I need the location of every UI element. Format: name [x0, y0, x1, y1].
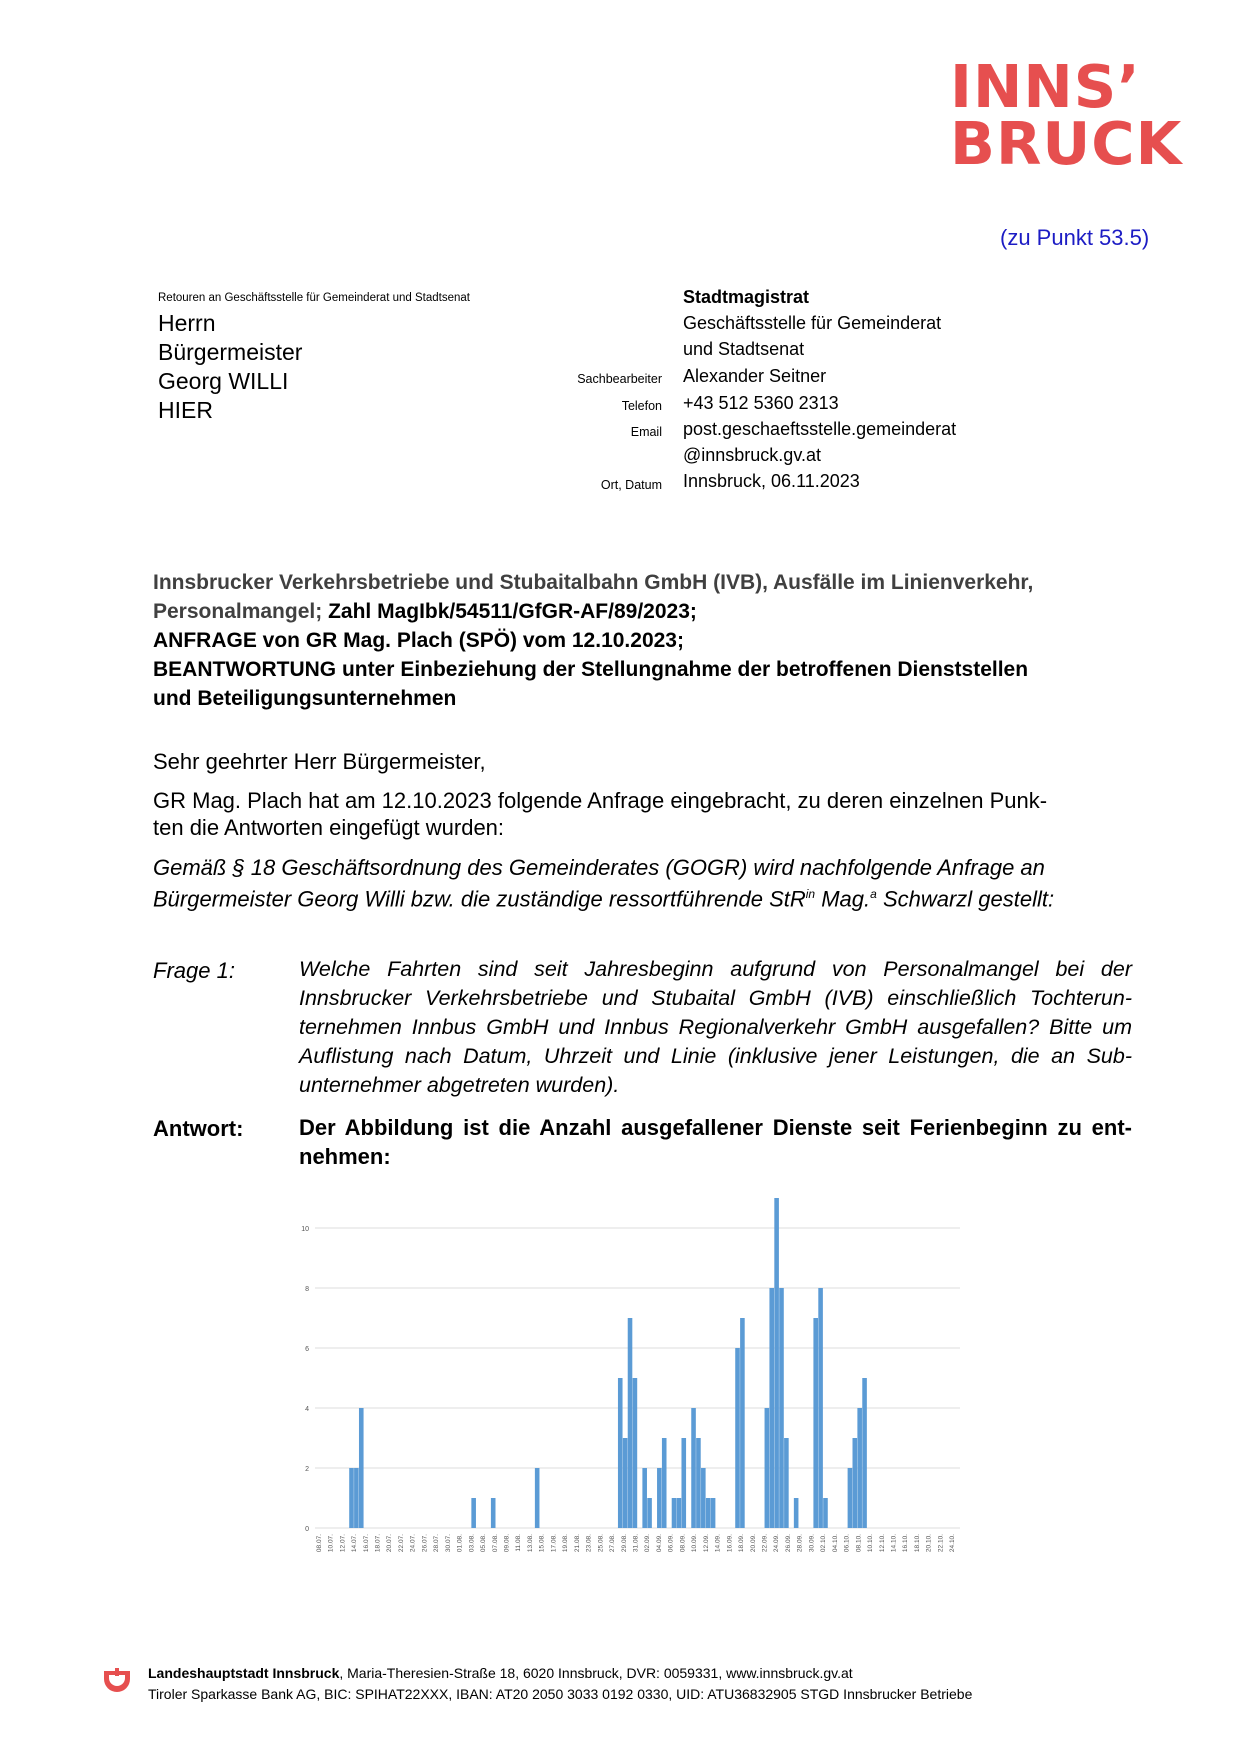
- office-name: Stadtmagistrat: [683, 287, 810, 307]
- answer-text: Der Abbildung ist die Anzahl ausgefallener Dienste seit Ferienbeginn zu ent-nehmen:: [299, 1115, 1132, 1169]
- x-tick-label: 13.08.: [526, 1534, 534, 1553]
- x-tick-label: 18.10.: [913, 1534, 921, 1553]
- x-tick-label: 02.09.: [644, 1534, 652, 1553]
- return-note: Retouren an Geschäftsstelle für Gemeinderat und Stadtsenat: [158, 292, 470, 304]
- x-tick-label: 12.07.: [339, 1534, 347, 1553]
- x-tick-label: 17.08.: [550, 1534, 558, 1553]
- x-tick-label: 27.08.: [609, 1534, 617, 1553]
- city-crest-icon: [102, 1665, 132, 1695]
- bar: [813, 1318, 818, 1528]
- x-tick-label: 14.10.: [890, 1534, 898, 1553]
- bar: [662, 1438, 667, 1528]
- bar: [735, 1348, 740, 1528]
- bar: [706, 1498, 711, 1528]
- subject-block: [153, 568, 1113, 713]
- office-dept-1: Geschäftsstelle für Gemeinderat: [683, 313, 942, 333]
- y-tick-label: 0: [305, 1526, 309, 1533]
- logo-line-1: INNS’: [950, 52, 1141, 121]
- x-tick-label: 06.09.: [667, 1534, 675, 1553]
- x-tick-label: 09.08.: [503, 1534, 511, 1553]
- x-tick-label: 04.09.: [655, 1534, 663, 1553]
- x-tick-label: 08.07.: [315, 1534, 323, 1553]
- x-tick-label: 25.08.: [597, 1534, 605, 1553]
- x-tick-label: 14.09.: [714, 1534, 722, 1553]
- bar: [471, 1498, 476, 1528]
- x-tick-label: 12.09.: [702, 1534, 710, 1553]
- logo-line-2: BRUCK: [950, 109, 1183, 178]
- x-tick-label: 15.08.: [538, 1534, 546, 1553]
- bar: [823, 1498, 828, 1528]
- x-tick-label: 19.08.: [562, 1534, 570, 1553]
- bar: [769, 1288, 774, 1528]
- clerk-label: Sachbearbeiter: [577, 372, 662, 386]
- x-tick-label: 08.09.: [679, 1534, 687, 1553]
- x-tick-label: 23.08.: [585, 1534, 593, 1553]
- recipient-line: Bürgermeister: [158, 339, 303, 365]
- date-label: Ort, Datum: [600, 478, 662, 492]
- bar: [628, 1318, 633, 1528]
- question-label: Frage 1:: [153, 958, 235, 983]
- x-tick-label: 05.08.: [480, 1534, 488, 1553]
- x-tick-label: 24.09.: [773, 1534, 781, 1553]
- x-tick-label: 21.08.: [573, 1534, 581, 1553]
- x-tick-label: 20.07.: [386, 1534, 394, 1553]
- question-text: Welche Fahrten sind seit Jahresbeginn aufgrund von Personalmangel bei der Innsbrucker Verkehrsbetriebe und Stubaital GmbH (IVB) einschließlich Tochterun-ternehmen Innbus GmbH und Innbus Regionalverkehr GmbH ausgefallen? Bitte um Auflistung nach Datum, Uhrzeit und Linie (inklusive jener Leistungen, die an Sub-unternehmer abgetreten wurden).: [299, 957, 1132, 1097]
- bar: [681, 1438, 686, 1528]
- bar: [354, 1468, 359, 1528]
- x-tick-label: 24.10.: [949, 1534, 957, 1553]
- bar: [701, 1468, 706, 1528]
- x-tick-label: 26.09.: [784, 1534, 792, 1553]
- x-tick-label: 31.08.: [632, 1534, 640, 1553]
- subject-fragment: Personalmangel;: [153, 600, 323, 623]
- x-tick-label: 22.10.: [937, 1534, 945, 1553]
- answer-label: Antwort:: [153, 1116, 244, 1141]
- bar: [657, 1468, 662, 1528]
- intro-line: GR Mag. Plach hat am 12.10.2023 folgende Anfrage eingebracht, zu deren einzelnen Punk-: [153, 788, 1048, 813]
- bar: [491, 1498, 496, 1528]
- subject-line: Innsbrucker Verkehrsbetriebe und Stubaitalbahn GmbH (IVB), Ausfälle im Linienverkehr,: [153, 571, 1034, 594]
- x-tick-label: 12.10.: [878, 1534, 886, 1553]
- intro-paragraph: [153, 787, 1133, 841]
- x-tick-label: 18.07.: [374, 1534, 382, 1553]
- bar: [862, 1378, 867, 1528]
- gogr-fragment: Mag.: [815, 886, 871, 912]
- x-tick-label: 11.08.: [515, 1534, 523, 1552]
- subject-line: und Beteiligungsunternehmen: [153, 687, 457, 710]
- x-tick-label: 24.07.: [409, 1534, 417, 1553]
- y-tick-label: 2: [305, 1466, 309, 1473]
- x-tick-label: 20.09.: [749, 1534, 757, 1553]
- clerk-name: Alexander Seitner: [683, 366, 827, 386]
- footer-line-1: [148, 1665, 853, 1681]
- bar: [623, 1438, 628, 1528]
- subject-line: BEANTWORTUNG unter Einbeziehung der Stellungnahme der betroffenen Dienststellen: [153, 658, 1029, 681]
- gogr-paragraph: [153, 854, 1133, 912]
- x-tick-label: 16.10.: [902, 1534, 910, 1553]
- email-value-1: post.geschaeftsstelle.gemeinderat: [683, 419, 957, 439]
- bar: [794, 1498, 799, 1528]
- bar: [711, 1498, 716, 1528]
- x-tick-label: 07.08.: [491, 1534, 499, 1553]
- intro-line: ten die Antworten eingefügt wurden:: [153, 815, 505, 840]
- bar: [848, 1468, 853, 1528]
- office-dept-2: und Stadtsenat: [683, 339, 805, 359]
- date-value: Innsbruck, 06.11.2023: [683, 471, 860, 491]
- gogr-fragment: Schwarzl gestellt:: [876, 886, 1055, 912]
- gogr-superscript: a: [870, 887, 877, 901]
- x-tick-label: 02.10.: [820, 1534, 828, 1553]
- bar: [677, 1498, 682, 1528]
- email-label: Email: [630, 425, 662, 439]
- x-tick-label: 08.10.: [855, 1534, 863, 1553]
- bar: [647, 1498, 652, 1528]
- bar: [642, 1468, 647, 1528]
- bar: [774, 1198, 779, 1528]
- x-tick-label: 26.07.: [421, 1534, 429, 1553]
- email-value-2: @innsbruck.gv.at: [683, 445, 821, 465]
- phone-value: +43 512 5360 2313: [683, 393, 839, 413]
- x-tick-label: 06.10.: [843, 1534, 851, 1553]
- x-tick-label: 16.07.: [362, 1534, 370, 1553]
- subject-line: ANFRAGE von GR Mag. Plach (SPÖ) vom 12.10.2023;: [153, 629, 684, 652]
- gogr-fragment: Bürgermeister Georg Willi bzw. die zuständige ressortführende StR: [153, 886, 806, 912]
- x-tick-label: 16.09.: [726, 1534, 734, 1553]
- x-tick-label: 28.07.: [433, 1534, 441, 1553]
- x-tick-label: 10.10.: [867, 1534, 875, 1553]
- bar: [818, 1288, 823, 1528]
- recipient-line: HIER: [158, 397, 213, 423]
- gogr-superscript: in: [805, 887, 816, 901]
- recipient-line: Herrn: [158, 310, 216, 336]
- footer-org: Landeshauptstadt Innsbruck: [148, 1665, 340, 1681]
- x-tick-label: 22.07.: [397, 1534, 405, 1553]
- x-tick-label: 20.10.: [925, 1534, 933, 1553]
- bar: [857, 1408, 862, 1528]
- phone-label: Telefon: [621, 399, 662, 413]
- bar: [672, 1498, 677, 1528]
- bar: [765, 1408, 770, 1528]
- bar: [691, 1408, 696, 1528]
- x-tick-label: 14.07.: [351, 1534, 359, 1553]
- footer-line-2: Tiroler Sparkasse Bank AG, BIC: SPIHAT22XXX, IBAN: AT20 2050 3033 0192 0330, UID: ATU36832905 STGD Innsbrucker Betriebe: [148, 1686, 973, 1702]
- subject-line-2: [153, 597, 1113, 626]
- bar: [784, 1438, 789, 1528]
- x-tick-label: 10.07.: [327, 1534, 335, 1553]
- y-tick-label: 10: [301, 1226, 309, 1233]
- agenda-reference: (zu Punkt 53.5): [1000, 225, 1150, 250]
- cancelled-services-chart: [290, 1180, 970, 1570]
- y-tick-label: 8: [305, 1286, 309, 1293]
- bar: [349, 1468, 354, 1528]
- bar: [633, 1378, 638, 1528]
- bar: [779, 1288, 784, 1528]
- subject-fragment: Zahl MagIbk/54511/GfGR-AF/89/2023;: [322, 600, 697, 623]
- x-tick-label: 22.09.: [761, 1534, 769, 1553]
- y-tick-label: 4: [305, 1406, 309, 1413]
- x-tick-label: 01.08.: [456, 1534, 464, 1553]
- x-tick-label: 28.09.: [796, 1534, 804, 1553]
- x-tick-label: 29.08.: [620, 1534, 628, 1553]
- x-tick-label: 03.08.: [468, 1534, 476, 1553]
- recipient-line: Georg WILLI: [158, 368, 289, 394]
- bar: [740, 1318, 745, 1528]
- footer-address: , Maria-Theresien-Straße 18, 6020 Innsbruck, DVR: 0059331, www.innsbruck.gv.at: [339, 1665, 853, 1681]
- x-tick-label: 04.10.: [831, 1534, 839, 1553]
- x-tick-label: 18.09.: [738, 1534, 746, 1553]
- bar: [618, 1378, 623, 1528]
- recipient-address: [158, 309, 302, 425]
- y-tick-label: 6: [305, 1346, 309, 1353]
- x-tick-label: 10.09.: [691, 1534, 699, 1553]
- innsbruck-logo: [950, 52, 1195, 178]
- gogr-line-2: [153, 881, 1133, 912]
- gogr-line: Gemäß § 18 Geschäftsordnung des Gemeinderates (GOGR) wird nachfolgende Anfrage an: [153, 855, 1045, 880]
- x-tick-label: 30.07.: [444, 1534, 452, 1553]
- x-tick-label: 30.09.: [808, 1534, 816, 1553]
- bar: [359, 1408, 364, 1528]
- bar: [853, 1438, 858, 1528]
- bar: [696, 1438, 701, 1528]
- salutation: Sehr geehrter Herr Bürgermeister,: [153, 749, 486, 774]
- bar: [535, 1468, 540, 1528]
